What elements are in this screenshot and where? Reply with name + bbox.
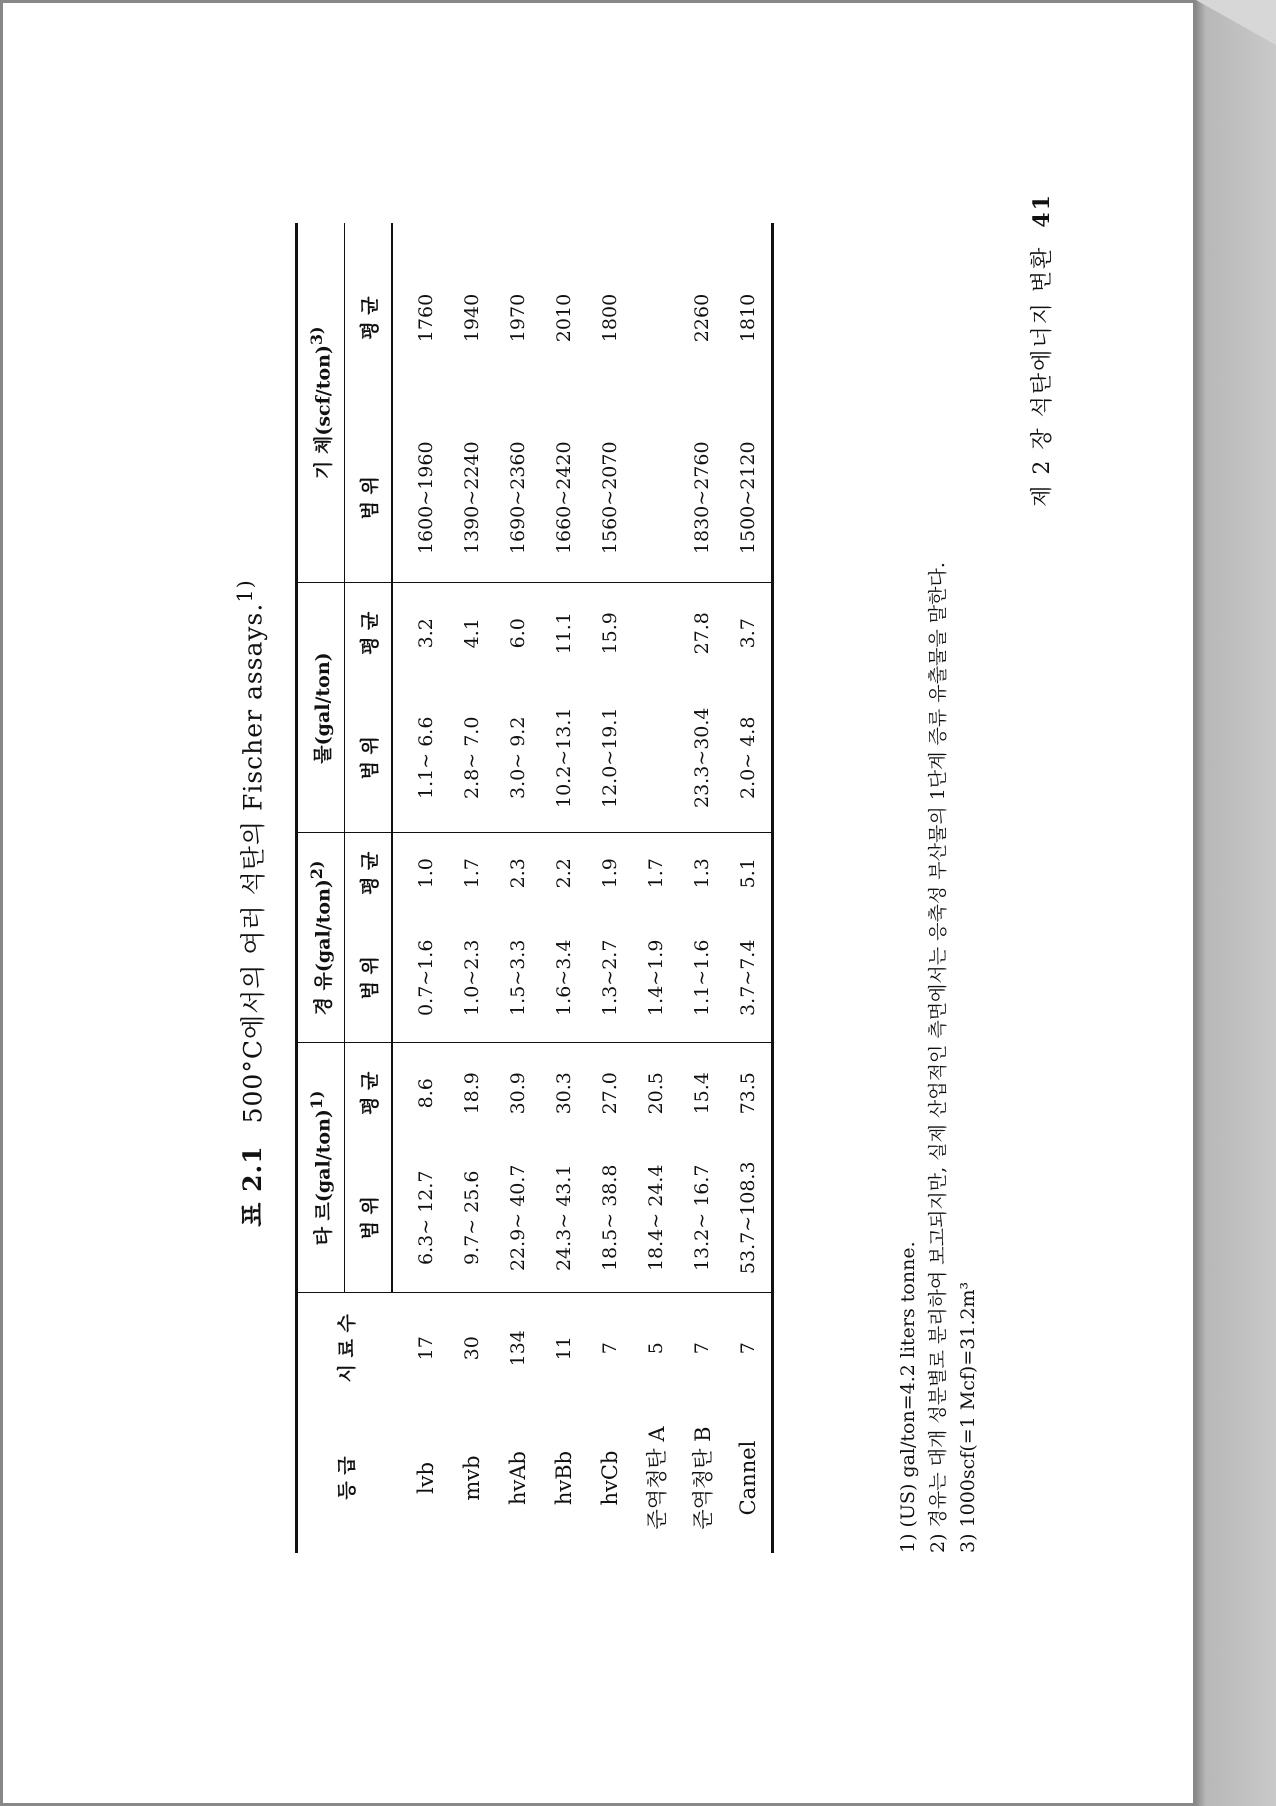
- cell-oil-range: 1.4~1.9: [645, 939, 667, 1016]
- cell-water-average: 6.0: [495, 583, 541, 683]
- cell-tar-range: 9.7~ 25.6: [461, 1170, 483, 1265]
- table-body: [392, 223, 773, 1553]
- cell-oil-average: 1.7: [633, 833, 679, 913]
- cell-oil-range: 1.1~1.6: [691, 939, 713, 1016]
- subheader-average: 평 균: [345, 1043, 393, 1143]
- cell-water-range: 2.0~ 4.8: [725, 683, 773, 833]
- cell-gas-range: [633, 413, 679, 583]
- cell-tar-average: 8.6: [392, 1043, 449, 1143]
- cell-oil-average: 1.0: [392, 833, 449, 913]
- subheader-average: 평 균: [345, 833, 393, 913]
- cell-tar-range: 18.5~ 38.8: [599, 1164, 621, 1272]
- table-row: [725, 223, 773, 1553]
- cell-samples: 11: [541, 1293, 587, 1403]
- page-number: 41: [1029, 193, 1055, 228]
- subheader-average: 평 균: [345, 223, 393, 413]
- cell-oil-range: 1.0~2.3: [461, 939, 483, 1016]
- table-footnotes: [893, 223, 983, 1553]
- book-page-stack: [1196, 0, 1276, 1806]
- cell-grade: hvCb: [598, 1450, 622, 1506]
- cell-grade: 준역청탄 B: [691, 1426, 715, 1530]
- cell-samples: 17: [392, 1293, 449, 1403]
- table-row: [633, 223, 679, 1553]
- cell-gas-range: 1560~2070: [599, 441, 621, 555]
- cell-gas-range: 1600~1960: [415, 441, 437, 555]
- table-row: [449, 223, 495, 1553]
- cell-water-range: 3.0~ 9.2: [507, 716, 529, 799]
- table-row: [392, 223, 449, 1553]
- cell-gas-range: 1390~2240: [461, 441, 483, 555]
- cell-water-average: 4.1: [449, 583, 495, 683]
- header-water: 물(gal/ton): [297, 583, 345, 833]
- cell-oil-range: 1.6~3.4: [553, 939, 575, 1016]
- cell-grade: mvb: [460, 1455, 484, 1501]
- header-samples: 시 료 수: [297, 1293, 393, 1403]
- cell-tar-average: 73.5: [725, 1043, 773, 1143]
- header-gas: 기 체$(scf/ton)^{3)}$: [297, 223, 345, 583]
- cell-tar-average: 15.4: [679, 1043, 725, 1143]
- cell-water-range: 10.2~13.1: [553, 707, 575, 809]
- cell-gas-average: 1760: [415, 293, 437, 343]
- subheader-range: 범 위: [345, 1143, 393, 1293]
- subheader-range: 범 위: [345, 913, 393, 1043]
- cell-water-average: 3.7: [725, 583, 773, 683]
- cell-oil-average: 2.2: [541, 833, 587, 913]
- cell-water-average: [633, 583, 679, 683]
- cell-tar-average: 30.9: [495, 1043, 541, 1143]
- cell-gas-average: 2260: [691, 293, 713, 343]
- cell-oil-range: 1.3~2.7: [599, 939, 621, 1016]
- rotated-content: [233, 193, 1083, 1613]
- cell-tar-average: 18.9: [449, 1043, 495, 1143]
- cell-oil-range: 0.7~1.6: [415, 939, 437, 1016]
- table-row: [495, 223, 541, 1553]
- cell-grade: lvb: [413, 1461, 438, 1495]
- footnote-2: 2) 경유는 대개 성분별로 분리하여 보고되지만, 실제 산업적인 측면에서는 응축성 부산물의 1단계 증류 유출물을 말한다.: [927, 562, 949, 1553]
- table-caption: [233, 193, 269, 1613]
- subheader-average: 평 균: [345, 583, 393, 683]
- cell-samples: 30: [449, 1293, 495, 1403]
- table-label: 표 2.1: [238, 1145, 268, 1227]
- cell-grade: 준역청탄 A: [645, 1426, 669, 1530]
- cell-samples: 134: [495, 1293, 541, 1403]
- footnote-3: 3) 1000scf(=1 Mcf)=31.2m³: [957, 1281, 979, 1553]
- cell-water-range: 12.0~19.1: [599, 707, 621, 809]
- cell-oil-range: 3.7~7.4: [725, 913, 773, 1043]
- cell-gas-average: 1940: [461, 293, 483, 343]
- cell-gas-range: 1830~2760: [691, 441, 713, 555]
- cell-grade: hvBb: [552, 1450, 576, 1506]
- cell-tar-range: 13.2~ 16.7: [691, 1164, 713, 1272]
- cell-tar-average: 27.0: [587, 1043, 633, 1143]
- cell-gas-average: 1800: [599, 293, 621, 343]
- cell-gas-average: [633, 223, 679, 413]
- cell-oil-average: 1.7: [449, 833, 495, 913]
- cell-tar-range: 18.4~ 24.4: [645, 1164, 667, 1272]
- cell-gas-average: 1970: [507, 293, 529, 343]
- cell-water-average: 27.8: [679, 583, 725, 683]
- cell-grade: hvAb: [506, 1451, 530, 1505]
- cell-water-average: 3.2: [392, 583, 449, 683]
- subheader-range: 범 위: [345, 413, 393, 583]
- table-row: [541, 223, 587, 1553]
- cell-oil-range: 1.5~3.3: [507, 939, 529, 1016]
- header-grade: 등 급: [297, 1403, 393, 1553]
- cell-tar-range: 6.3~ 12.7: [415, 1170, 437, 1265]
- cell-water-average: 15.9: [587, 583, 633, 683]
- subheader-range: 범 위: [345, 683, 393, 833]
- cell-gas-average: 2010: [553, 293, 575, 343]
- running-footer: [1025, 193, 1056, 663]
- cell-tar-range: 22.9~ 40.7: [507, 1164, 529, 1272]
- cell-gas-average: 1810: [725, 223, 773, 413]
- cell-tar-range: 24.3~ 43.1: [553, 1164, 575, 1272]
- cell-tar-average: 20.5: [633, 1043, 679, 1143]
- cell-gas-range: 1690~2360: [507, 441, 529, 555]
- table-header-row: [297, 223, 345, 1553]
- cell-oil-average: 1.3: [679, 833, 725, 913]
- table-row: [679, 223, 725, 1553]
- cell-samples: 7: [679, 1293, 725, 1403]
- footnote-1: 1) (US) gal/ton=4.2 liters tonne.: [897, 1241, 919, 1553]
- table-title-footnote-ref: 1): [233, 579, 257, 603]
- fischer-assay-table: [295, 223, 774, 1553]
- cell-oil-average: 1.9: [587, 833, 633, 913]
- cell-oil-average: 5.1: [725, 833, 773, 913]
- cell-grade: Cannel: [725, 1403, 773, 1553]
- cell-samples: 7: [587, 1293, 633, 1403]
- cell-oil-average: 2.3: [495, 833, 541, 913]
- cell-water-range: 2.8~ 7.0: [461, 716, 483, 799]
- cell-water-range: [633, 683, 679, 833]
- cell-water-range: 1.1~ 6.6: [415, 716, 437, 799]
- cell-water-range: 23.3~30.4: [691, 707, 713, 809]
- cell-gas-range: 1500~2120: [725, 413, 773, 583]
- header-tar: 타 르$(gal/ton)^{1)}$: [297, 1043, 345, 1293]
- header-light-oil: 경 유$(gal/ton)^{2)}$: [297, 833, 345, 1043]
- cell-water-average: 11.1: [541, 583, 587, 683]
- cell-samples: 7: [725, 1293, 773, 1403]
- chapter-title: 제 2 장 석탄에너지 변환: [1030, 245, 1055, 507]
- cell-tar-range: 53.7~108.3: [725, 1143, 773, 1293]
- cell-tar-average: 30.3: [541, 1043, 587, 1143]
- cell-gas-range: 1660~2420: [553, 441, 575, 555]
- cell-samples: 5: [633, 1293, 679, 1403]
- table-row: [587, 223, 633, 1553]
- table-title: 500°C에서의 여러 석탄의 Fischer assays.: [238, 602, 268, 1124]
